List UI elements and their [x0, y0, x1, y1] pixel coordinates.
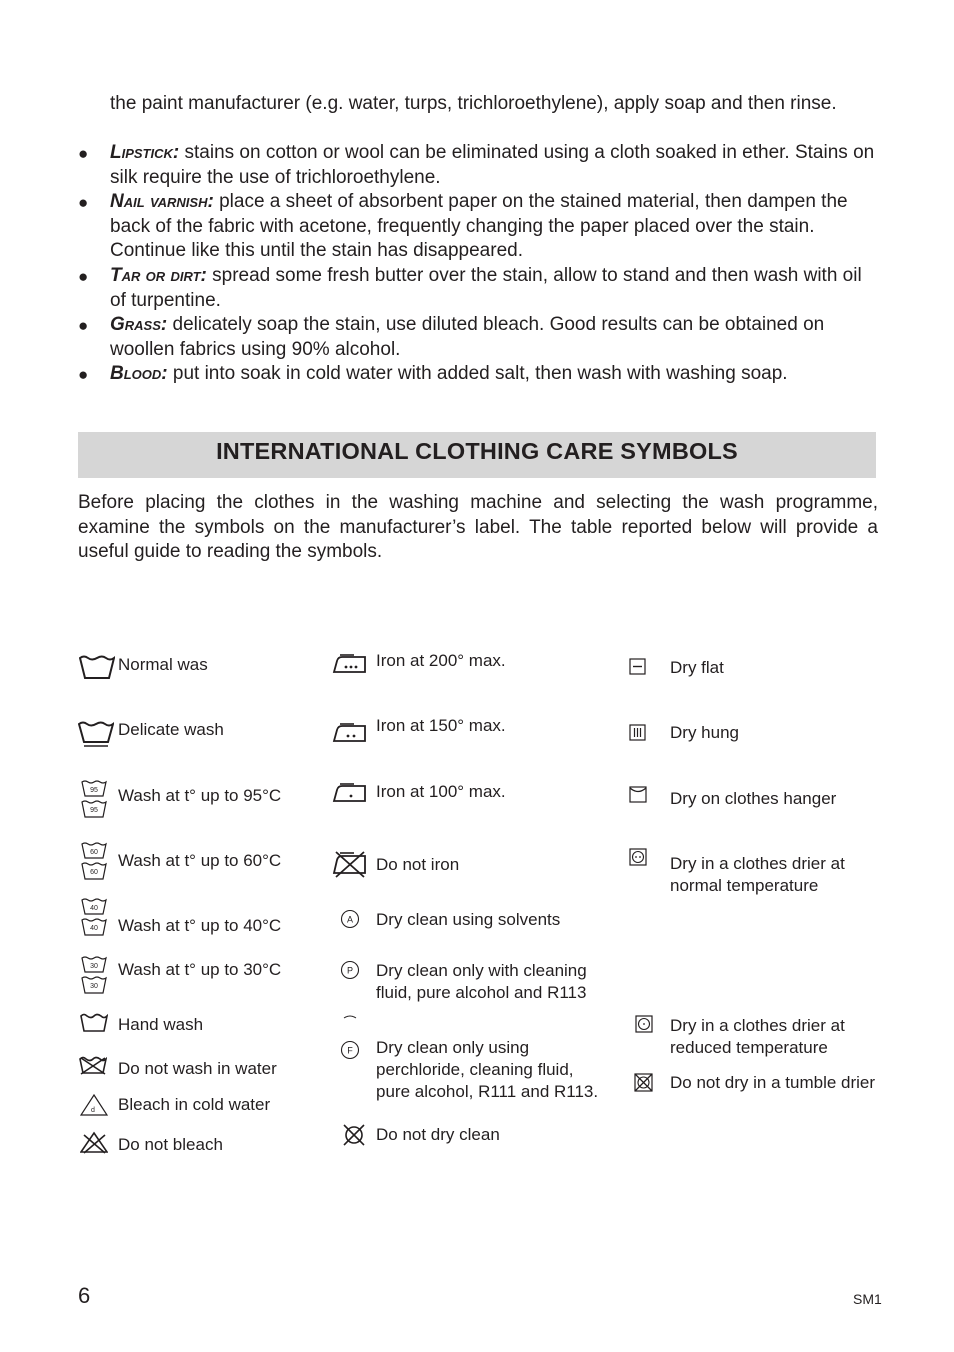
dry-clean-a-icon — [340, 909, 362, 931]
care-label-dry-hung: Dry hung — [670, 723, 739, 742]
stain-item-tar — [110, 264, 880, 313]
care-label-do-not-tumble: Do not dry in a tumble drier — [670, 1073, 876, 1092]
wash-95-icon — [81, 780, 107, 820]
dry-clean-f-icon — [340, 1040, 362, 1062]
care-label-do-not-iron: Do not iron — [376, 855, 460, 874]
care-label-wash-60: Wash at t° up to 60°C — [118, 851, 282, 870]
wash-tub-icon — [79, 654, 115, 680]
care-label-bleach-cold: Bleach in cold water — [118, 1095, 271, 1114]
stain-item-lipstick — [110, 141, 880, 190]
do-not-dry-clean-icon — [342, 1123, 366, 1147]
dry-clean-letter: A — [346, 914, 354, 925]
care-label-dry-clean-p: Dry clean only with cleaning fluid, pure alcohol and R113 — [376, 961, 587, 1002]
tumble-dry-reduced-icon — [635, 1015, 655, 1035]
tumble-dry-normal-icon — [629, 848, 649, 868]
temp-label: 95 — [90, 807, 98, 814]
temp-label: 60 — [90, 849, 98, 856]
dry-flat-icon — [629, 658, 647, 676]
temp-label: 95 — [90, 787, 98, 794]
section-title: INTERNATIONAL CLOTHING CARE SYMBOLS — [216, 438, 738, 464]
care-label-tumble-normal: Dry in a clothes drier at normal temperature — [670, 854, 845, 895]
stain-term: Grass: — [110, 314, 168, 335]
care-label-iron-100: Iron at 100° max. — [376, 782, 506, 801]
delicate-wash-icon — [78, 720, 114, 748]
document-code: SM1 — [853, 1291, 882, 1307]
page-number: 6 — [78, 1283, 91, 1308]
stain-term: Blood: — [110, 363, 168, 384]
care-label-delicate-wash: Delicate wash — [118, 720, 224, 739]
temp-label: 40 — [90, 905, 98, 912]
temp-label: 40 — [90, 925, 98, 932]
dry-hanger-icon — [629, 786, 649, 804]
stain-term: Tar or dirt: — [110, 265, 207, 286]
wash-40-icon — [81, 898, 107, 938]
dry-clean-letter: F — [347, 1045, 353, 1056]
wash-60-icon — [81, 842, 107, 882]
stain-term: Lipstick: — [110, 142, 180, 163]
care-label-do-not-bleach: Do not bleach — [118, 1135, 223, 1154]
iron-three-dots-icon — [332, 653, 368, 675]
care-label-iron-200: Iron at 200° max. — [376, 651, 506, 670]
wash-30-icon — [81, 956, 107, 996]
bullet: ● — [78, 144, 89, 163]
care-label-iron-150: Iron at 150° max. — [376, 716, 506, 735]
stain-text: stains on cotton or wool can be eliminated using a cloth soaked in ether. Stains on silk require the use of trichloroethylene. — [110, 142, 875, 188]
bullet: ● — [78, 193, 89, 212]
stain-item-grass — [110, 313, 880, 362]
underline-mark — [343, 1014, 357, 1020]
do-not-bleach-icon — [80, 1131, 108, 1155]
care-label-do-not-wash: Do not wash in water — [118, 1059, 277, 1078]
hand-wash-icon — [80, 1013, 108, 1033]
temp-label: 30 — [90, 983, 98, 990]
temp-label: 30 — [90, 963, 98, 970]
care-label-dry-clean-f: Dry clean only using perchloride, cleaning fluid, pure alcohol, R111 and R113. — [376, 1038, 599, 1101]
stain-item-blood — [110, 362, 880, 387]
care-label-do-not-dry-clean: Do not dry clean — [376, 1125, 500, 1144]
stain-text: place a sheet of absorbent paper on the stained material, then dampen the back of the fabric with acetone, frequently changing the paper placed over the stain. Continue like this until the stain has disappeared. — [110, 191, 848, 261]
care-label-dry-clean-solvents: Dry clean using solvents — [376, 910, 561, 929]
care-label-wash-95: Wash at t° up to 95°C — [118, 786, 282, 805]
care-label-tumble-reduced: Dry in a clothes drier at reduced temperature — [670, 1016, 845, 1057]
stain-text: spread some fresh butter over the stain, allow to stand and then wash with oil of turpentine. — [110, 265, 862, 311]
care-label-wash-30: Wash at t° up to 30°C — [118, 960, 282, 979]
care-label-wash-40: Wash at t° up to 40°C — [118, 916, 282, 935]
section-header-bar — [78, 432, 876, 478]
care-label-normal-wash: Normal was — [118, 655, 208, 674]
stain-text: delicately soap the stain, use diluted bleach. Good results can be obtained on woollen fabrics using 90% alcohol. — [110, 314, 825, 360]
do-not-tumble-dry-icon — [633, 1072, 655, 1094]
intro-paragraph: Before placing the clothes in the washing machine and selecting the wash programme, examine the symbols on the manufacturer’s label. The table reported below will provide a useful guide to reading the symbols. — [78, 492, 878, 562]
do-not-iron-icon — [332, 850, 368, 878]
bullet: ● — [78, 316, 89, 335]
dry-clean-p-icon — [340, 960, 362, 982]
stain-text: put into soak in cold water with added salt, then wash with washing soap. — [167, 363, 788, 384]
dry-hung-icon — [629, 724, 647, 742]
care-label-dry-flat: Dry flat — [670, 658, 724, 677]
care-label-dry-hanger: Dry on clothes hanger — [670, 789, 837, 808]
bleach-letter: d — [91, 1107, 95, 1114]
bleach-triangle-icon — [80, 1093, 108, 1117]
dry-clean-letter: P — [346, 965, 354, 976]
iron-two-dots-icon — [332, 722, 368, 744]
bullet: ● — [78, 365, 89, 384]
iron-one-dot-icon — [332, 782, 368, 804]
do-not-wash-icon — [79, 1056, 107, 1076]
bullet: ● — [78, 267, 89, 286]
stain-item-nail-varnish — [110, 190, 880, 264]
continuation-text: the paint manufacturer (e.g. water, turps, trichloroethylene), apply soap and then rinse. — [110, 93, 837, 114]
stain-term: Nail varnish: — [110, 191, 214, 212]
care-label-hand-wash: Hand wash — [118, 1015, 204, 1034]
temp-label: 60 — [90, 869, 98, 876]
